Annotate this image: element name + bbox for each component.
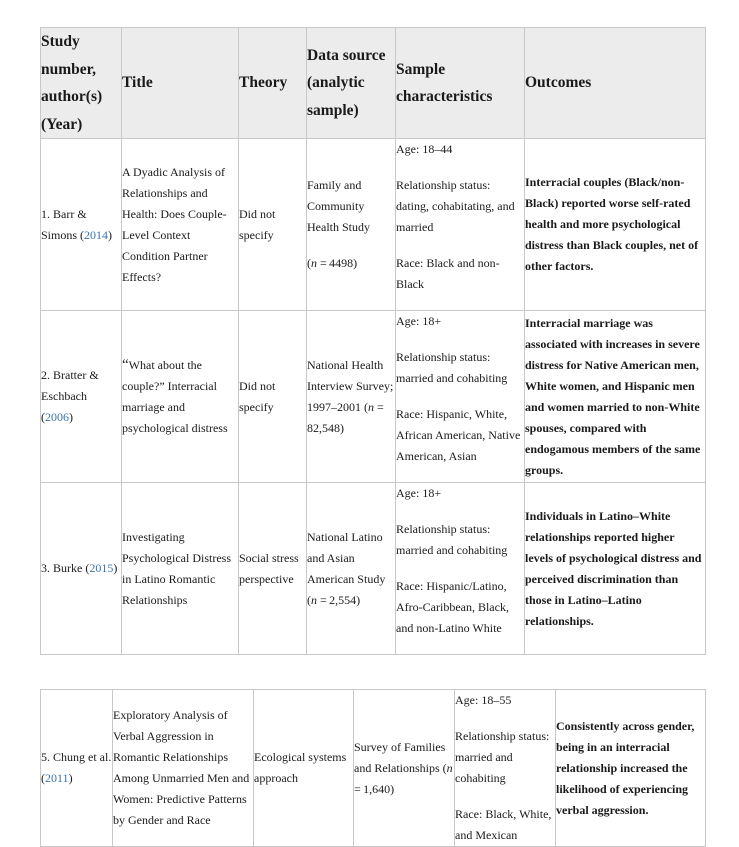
outcome-cell: Individuals in Latino–White relationships reported higher levels of psychological distress and perceived discrimination than those in Latino–Latino relationships. (525, 483, 706, 655)
header-sample: Sample characteristics (396, 28, 525, 139)
studies-table-continued (40, 689, 706, 847)
data-source-cell: National Latino and Asian American Study (n = 2,554) (307, 483, 396, 655)
header-study: Study number, author(s) (Year) (41, 28, 122, 139)
citation-year-link[interactable]: 2011 (45, 771, 69, 785)
title-cell: “What about the couple?” Interracial marriage and psychological distress (122, 311, 239, 483)
header-theory: Theory (239, 28, 307, 139)
data-source-cell: Family and Community Health Study (n = 4498) (307, 139, 396, 311)
sample-cell: Age: 18+ Relationship status: married and cohabiting Race: Hispanic/Latino, Afro-Caribbean, Black, and non-Latino White (396, 483, 525, 655)
title-cell: A Dyadic Analysis of Relationships and Health: Does Couple-Level Context Condition Partner Effects? (122, 139, 239, 311)
theory-cell: Did not specify (239, 311, 307, 483)
table-row (41, 483, 706, 655)
theory-cell: Did not specify (239, 139, 307, 311)
header-data-source: Data source (analytic sample) (307, 28, 396, 139)
study-cell: 3. Burke (2015) (41, 483, 122, 655)
study-cell: 2. Bratter & Eschbach (2006) (41, 311, 122, 483)
table-row (41, 690, 706, 847)
citation-year-link[interactable]: 2015 (89, 561, 114, 575)
table-row (41, 311, 706, 483)
study-cell: 5. Chung et al. (2011) (41, 690, 113, 847)
outcome-cell: Interracial couples (Black/non-Black) reported worse self-rated health and more psychological distress than Black couples, net of other factors. (525, 139, 706, 311)
sample-cell: Age: 18–44 Relationship status: dating, cohabitating, and married Race: Black and non-Black (396, 139, 525, 311)
title-cell: Investigating Psychological Distress in Latino Romantic Relationships (122, 483, 239, 655)
study-cell: 1. Barr & Simons (2014) (41, 139, 122, 311)
outcome-cell: Interracial marriage was associated with increases in severe distress for Native American men, White women, and Hispanic men and women married to non-White spouses, compared with endogamous members of the same groups. (525, 311, 706, 483)
header-title: Title (122, 28, 239, 139)
theory-cell: Social stress perspective (239, 483, 307, 655)
studies-table (40, 27, 706, 655)
outcome-cell: Consistently across gender, being in an interracial relationship increased the likelihood of experiencing verbal aggression. (556, 690, 706, 847)
data-source-cell: Survey of Families and Relationships (n = 1,640) (354, 690, 455, 847)
citation-year-link[interactable]: 2006 (45, 410, 69, 424)
title-cell: Exploratory Analysis of Verbal Aggression in Romantic Relationships Among Unmarried Men and Women: Predictive Patterns by Gender and Race (113, 690, 254, 847)
data-source-cell: National Health Interview Survey; 1997–2001 (n = 82,548) (307, 311, 396, 483)
table-row (41, 139, 706, 311)
sample-cell: Age: 18+ Relationship status: married and cohabiting Race: Hispanic, White, African American, Native American, Asian (396, 311, 525, 483)
header-outcomes: Outcomes (525, 28, 706, 139)
header-row (41, 28, 706, 139)
citation-year-link[interactable]: 2014 (84, 227, 109, 242)
sample-cell: Age: 18–55 Relationship status: married and cohabiting Race: Black, White, and Mexican (455, 690, 556, 847)
theory-cell: Ecological systems approach (254, 690, 354, 847)
